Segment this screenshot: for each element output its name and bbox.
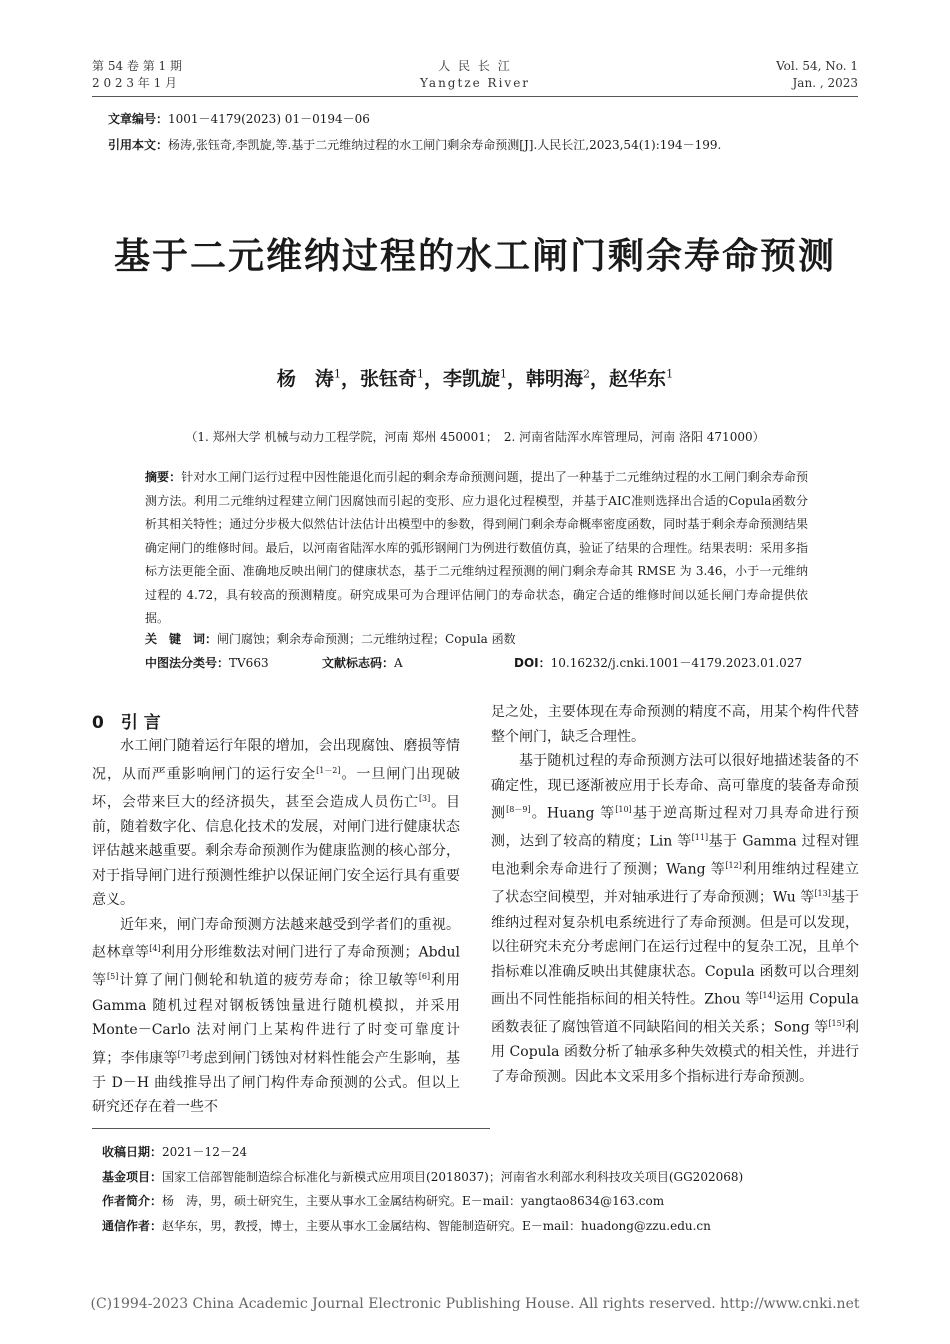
paragraph: 足之处，主要体现在寿命预测的精度不高，用某个构件代替整个闸门，缺乏合理性。 — [491, 704, 859, 745]
abstract — [145, 466, 808, 631]
body-column-right — [491, 700, 859, 1089]
doc-code-value: A — [394, 656, 403, 670]
paragraph: 水工闸门随着运行年限的增加，会出现腐蚀、磨损等情况，从而严重影响闸门的运行安全[1－2]。一旦闸门出现破坏，会带来巨大的经济损失，甚至会造成人员伤亡[3]。目前，随着数字化、信息化技术的发展，对闸门进行健康状态评估越来越重要。剩余寿命预测作为健康监测的核心部分，对于指导闸门进行预测性维护以保证闸门安全运行具有重要意义。 — [92, 738, 461, 909]
keywords-value: 闸门腐蚀；剩余寿命预测；二元维纳过程；Copula 函数 — [217, 632, 516, 646]
author-name: 杨 涛 — [276, 368, 334, 390]
section-heading: 0 引 言 — [92, 713, 161, 733]
header-divider — [92, 96, 858, 97]
header-vol-en-line2: Jan. , 2023 — [792, 76, 858, 90]
author-affil-mark: 1 — [666, 367, 674, 381]
author-affil-mark: 1 — [333, 367, 341, 381]
footnote-corresponding: 通信作者：赵华东，男，教授，博士，主要从事水工金属结构、智能制造研究。E－mail：huadong@zzu.edu.cn — [102, 1218, 711, 1233]
author-name: 韩明海 — [526, 368, 584, 390]
citation-ref: [15] — [828, 1019, 845, 1029]
author-name: 李凯旋 — [442, 368, 500, 390]
clc-number — [145, 654, 269, 671]
abstract-label: 摘要： — [145, 470, 182, 484]
citation-ref: [5] — [106, 972, 119, 982]
paper-title: 基于二元维纳过程的水工闸门剩余寿命预测 — [113, 236, 836, 277]
author-list: 杨 涛$^1$，张钰奇$^1$，李凯旋$^1$，韩明海$^2$，赵华东$^1$ — [276, 367, 674, 390]
citation-ref: [8－9] — [506, 805, 531, 814]
citation-ref: [13] — [814, 889, 831, 899]
doi-value: 10.16232/j.cnki.1001－4179.2023.01.027 — [550, 656, 803, 670]
header-journal-cn: 人 民 长 江 — [438, 59, 512, 73]
footnote-received: 收稿日期：2021－12－24 — [102, 1145, 248, 1159]
copyright-notice: (C)1994-2023 China Academic Journal Electronic Publishing House. All rights reserved. http://www.cnki.net — [90, 1296, 860, 1312]
header-date: 2 0 2 3 年 1 月 — [92, 76, 178, 90]
author-affil-mark: 1 — [416, 367, 424, 381]
footnote-author: 作者简介：杨 涛，男，硕士研究生，主要从事水工金属结构研究。E－mail：yangtao8634@163.com — [102, 1194, 665, 1208]
citation-ref: [12] — [725, 861, 742, 871]
author-affil-mark: 1 — [500, 367, 507, 381]
paragraph: 近年来，闸门寿命预测方法越来越受到学者们的重视。赵林章等[4]利用分形维数法对闸门进行了寿命预测；Abdul 等[5]计算了闸门侧轮和轨道的疲劳寿命；徐卫敏等[6]利用 Gamma 随机过程对钢板锈蚀量进行随机模拟，并采用 Monte－Carlo 法对闸门上某构件进行了时变可靠度计算；李伟康等[7]考虑到闸门锈蚀对材料性能会产生影响，基于 D－H 曲线推导出了闸门构件寿命预测的公式。但以上研究还存在着一些不 — [92, 916, 461, 1116]
citation-ref: [14] — [759, 991, 776, 1001]
article-number-label: 文章编号： — [108, 112, 169, 126]
document-code — [322, 654, 403, 671]
header-volume: 第 54 卷 第 1 期 — [92, 59, 182, 73]
author-name: 赵华东 — [609, 368, 667, 390]
author-affil-mark: 2 — [583, 367, 591, 381]
keywords — [145, 630, 516, 647]
citation-ref: [1－2] — [316, 765, 341, 775]
citation — [108, 136, 721, 154]
body-column-left — [92, 734, 460, 1120]
author-name: 张钰奇 — [359, 368, 417, 390]
citation-label: 引用本文： — [108, 138, 169, 152]
doc-code-label: 文献标志码： — [322, 656, 395, 670]
citation-ref: [4] — [149, 944, 161, 954]
citation-ref: [11] — [691, 833, 709, 843]
citation-ref: [10] — [615, 805, 632, 814]
affiliations: （1. 郑州大学 机械与动力工程学院，河南 郑州 450001； 2. 河南省陆浑水库管理局，河南 洛阳 471000） — [185, 430, 765, 444]
doi — [514, 654, 802, 671]
footnote-fund: 基金项目：国家工信部智能制造综合标准化与新模式应用项目(2018037)；河南省水利部水利科技攻关项目(GG202068) — [102, 1169, 744, 1184]
citation-ref: [3] — [418, 793, 431, 803]
header-vol-en — [776, 58, 858, 92]
citation-ref: [7] — [177, 1049, 189, 1059]
keywords-label: 关 键 词： — [145, 632, 218, 646]
paragraph: 基于随机过程的寿命预测方法可以很好地描述装备的不确定性，现已逐渐被应用于长寿命、高可靠度的装备寿命预测[8－9]。Huang 等[10]基于逆高斯过程对刀具寿命进行预测，达到了较高的精度；Lin 等[11]基于 Gamma 过程对锂电池剩余寿命进行了预测；Wang 等[12]利用维纳过程建立了状态空间模型，并对轴承进行了寿命预测；Wu 等[13]基于维纳过程对复杂机电系统进行了寿命预测。但是可以发现，以往研究未充分考虑闸门在运行过程中的复杂工况，且单个指标难以准确反映出其健康状态。Copula 函数可以合理刻画出不同性能指标间的相关特性。Zhou 等[14]运用 Copula 函数表征了腐蚀管道不同缺陷间的相关关系；Song 等[15]利用 Copula 函数分析了轴承多种失效模式的相关性，并进行了寿命预测。因此本文采用多个指标进行寿命预测。 — [491, 753, 860, 1085]
doi-label: DOI： — [514, 656, 551, 670]
article-number-value: 1001－4179(2023) 01－0194－06 — [168, 112, 370, 126]
header-vol-en-line1: Vol. 54, No. 1 — [776, 59, 858, 73]
clc-label: 中图法分类号： — [145, 656, 230, 670]
article-number — [108, 110, 370, 128]
citation-value: 杨涛,张钰奇,李凯旋,等.基于二元维纳过程的水工闸门剩余寿命预测[J].人民长江,2023,54(1):194－199. — [168, 138, 722, 152]
citation-ref: [6] — [418, 972, 431, 982]
abstract-text: 针对水工闸门运行过程中因性能退化而引起的剩余寿命预测问题，提出了一种基于二元维纳过程的水工闸门剩余寿命预测方法。利用二元维纳过程建立闸门因腐蚀而引起的变形、应力退化过程模型，并基于AIC准则选择出合适的Copula函数分析其相关特性；通过分步极大似然估计法估计出模型中的参数，得到闸门剩余寿命概率密度函数，同时基于剩余寿命预测结果确定闸门的维修时间。最后，以河南省陆浑水库的弧形钢闸门为例进行数值仿真，验证了结果的合理性。结果表明：采用多指标方法更能全面、准确地反映出闸门的健康状态，基于二元维纳过程预测的闸门剩余寿命其 RMSE 为 3.46，小于一元维纳过程的 4.72，具有较高的预测精度。研究成果可为合理评估闸门的寿命状态，确定合适的维修时间以延长闸门寿命提供依据。 — [145, 470, 808, 625]
header-journal-en: Yangtze River — [419, 76, 531, 90]
footnotes — [102, 1140, 862, 1238]
footnote-divider — [92, 1128, 490, 1129]
clc-value: TV663 — [229, 656, 269, 670]
